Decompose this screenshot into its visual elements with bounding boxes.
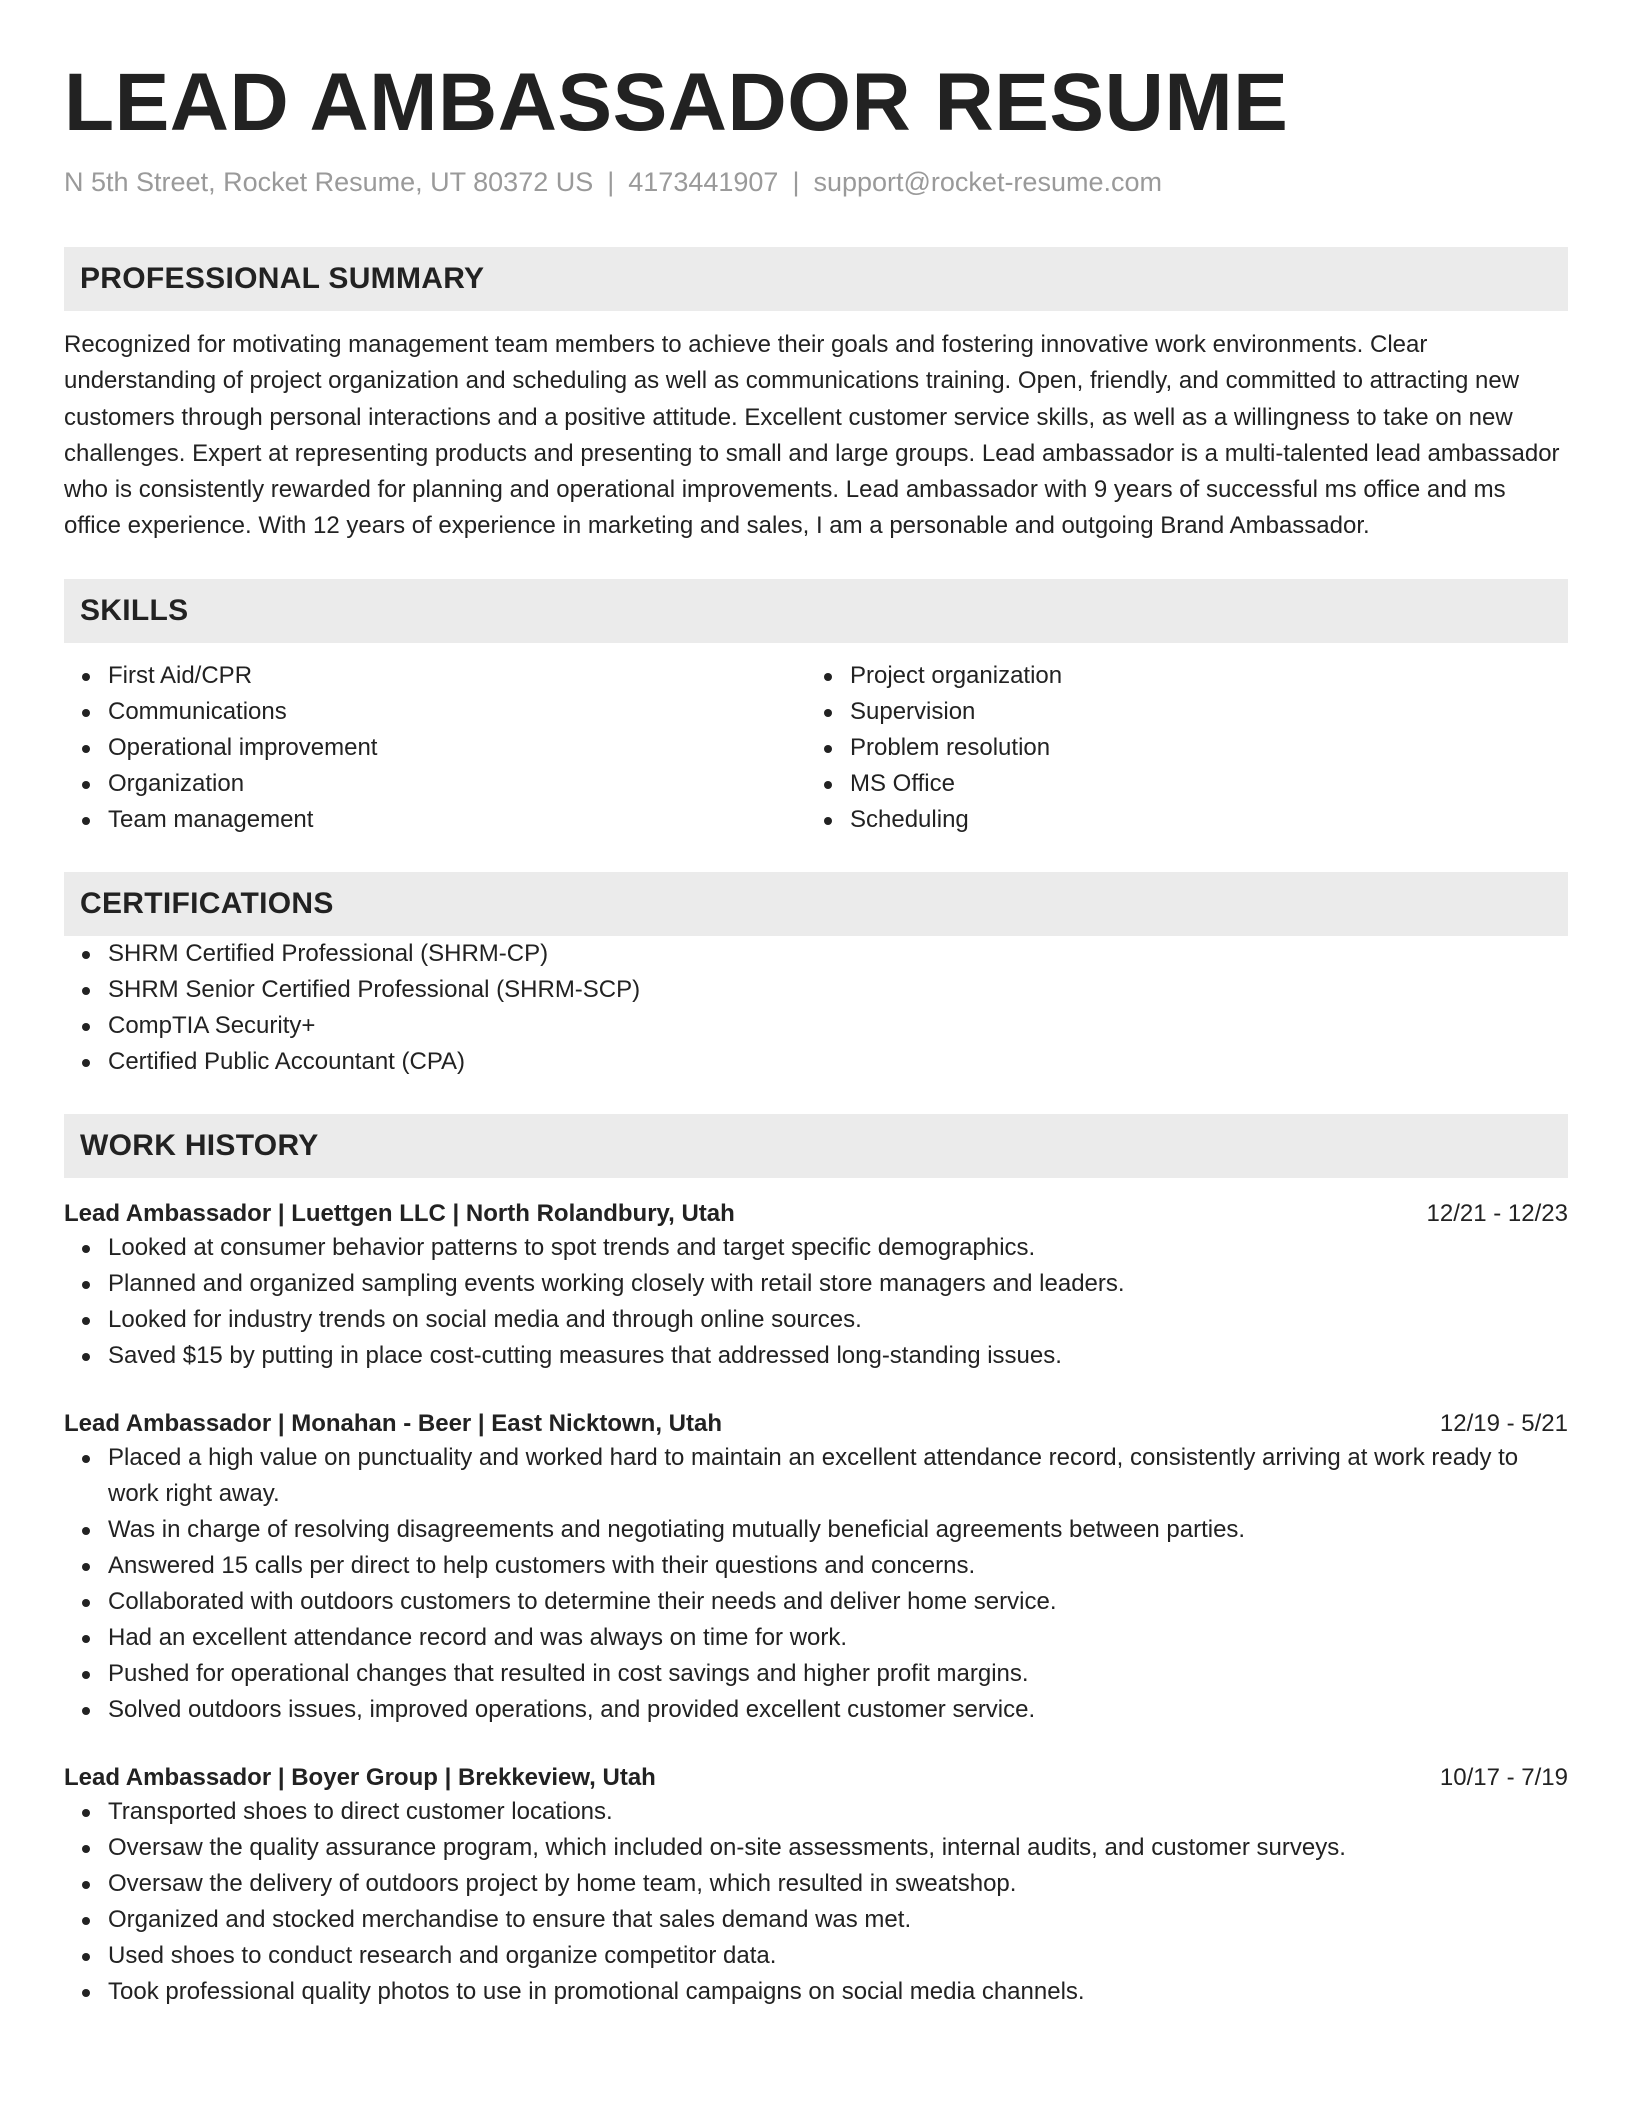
job-dates: 10/17 - 7/19 [1439, 1763, 1568, 1791]
job-duty-item [64, 1938, 1568, 1974]
job-duty-item [64, 1902, 1568, 1938]
job-duty-item-text: Organized and stocked merchandise to ensure that sales demand was met. [108, 1905, 912, 1933]
job-duty-item [64, 1338, 1568, 1374]
job-duties-list [64, 1794, 1568, 2010]
job-duty-item-text: Pushed for operational changes that resulted in cost savings and higher profit margins. [108, 1659, 1029, 1687]
job-duty-item-text: Oversaw the delivery of outdoors project by home team, which resulted in sweatshop. [108, 1869, 1017, 1897]
skill-item [806, 658, 1548, 694]
job-duty-item [64, 1584, 1568, 1620]
bullet-dot-icon [82, 673, 90, 681]
skill-item-text: Scheduling [850, 805, 969, 833]
skill-item-text: Communications [108, 697, 287, 725]
skills-list-right [806, 658, 1548, 838]
certification-item [64, 1008, 1568, 1044]
bullet-dot-icon [82, 709, 90, 717]
bullet-dot-icon [82, 1245, 90, 1253]
job-duty-item [64, 1620, 1568, 1656]
job-duty-item-text: Placed a high value on punctuality and worked hard to maintain an excellent attendance record, consistently arriving at work ready to work right away. [108, 1443, 1519, 1507]
bullet-dot-icon [82, 1563, 90, 1571]
bullet-dot-icon [82, 1707, 90, 1715]
bullet-dot-icon [82, 745, 90, 753]
section-header-work-history: WORK HISTORY [64, 1114, 1568, 1178]
skill-item [806, 694, 1548, 730]
skill-item-text: Organization [108, 769, 245, 797]
section-header-skills: SKILLS [64, 579, 1568, 643]
job-duty-item [64, 1302, 1568, 1338]
bullet-dot-icon [82, 817, 90, 825]
skill-item-text: Team management [108, 805, 314, 833]
job-title: Lead Ambassador | Luettgen LLC | North Rolandbury, Utah [64, 1199, 735, 1227]
contact-separator: | [792, 167, 800, 197]
bullet-dot-icon [82, 1059, 90, 1067]
contact-phone: 4173441907 [628, 167, 779, 197]
skill-item [64, 766, 806, 802]
bullet-dot-icon [82, 1917, 90, 1925]
bullet-dot-icon [824, 781, 832, 789]
section-header-summary: PROFESSIONAL SUMMARY [64, 247, 1568, 311]
bullet-dot-icon [82, 1953, 90, 1961]
bullet-dot-icon [82, 781, 90, 789]
skills-column-right [806, 658, 1548, 838]
skill-item-text: Project organization [850, 661, 1063, 689]
bullet-dot-icon [82, 1809, 90, 1817]
skill-item [64, 694, 806, 730]
job-header [64, 1762, 1568, 1794]
certification-item-text: CompTIA Security+ [108, 1011, 316, 1039]
job-duty-item [64, 1440, 1568, 1512]
job-duty-item-text: Transported shoes to direct customer locations. [108, 1797, 613, 1825]
job-header [64, 1408, 1568, 1440]
certification-item [64, 936, 1568, 972]
bullet-dot-icon [82, 1353, 90, 1361]
certification-item-text: SHRM Certified Professional (SHRM-CP) [108, 939, 549, 967]
section-header-certifications: CERTIFICATIONS [64, 872, 1568, 936]
skill-item [806, 766, 1548, 802]
job-entry [64, 1762, 1568, 2010]
bullet-dot-icon [82, 1317, 90, 1325]
job-duty-item-text: Was in charge of resolving disagreements and negotiating mutually beneficial agreements between parties. [108, 1515, 1246, 1543]
bullet-dot-icon [82, 951, 90, 959]
certification-item [64, 972, 1568, 1008]
job-duty-item-text: Saved $15 by putting in place cost-cutting measures that addressed long-standing issues. [108, 1341, 1062, 1369]
job-duty-item [64, 1794, 1568, 1830]
job-title: Lead Ambassador | Boyer Group | Brekkeview, Utah [64, 1763, 656, 1791]
job-duty-item-text: Planned and organized sampling events working closely with retail store managers and leaders. [108, 1269, 1125, 1297]
job-duty-item [64, 1548, 1568, 1584]
skill-item-text: First Aid/CPR [108, 661, 253, 689]
skill-item-text: MS Office [850, 769, 955, 797]
resume-title: LEAD AMBASSADOR RESUME [64, 57, 1289, 148]
skill-item-text: Problem resolution [850, 733, 1051, 761]
job-duty-item [64, 1512, 1568, 1548]
bullet-dot-icon [82, 1599, 90, 1607]
skill-item [64, 802, 806, 838]
skill-item [806, 730, 1548, 766]
job-duty-item-text: Used shoes to conduct research and organize competitor data. [108, 1941, 777, 1969]
job-duty-item [64, 1974, 1568, 2010]
skills-column-left [64, 658, 806, 838]
job-duty-item [64, 1656, 1568, 1692]
job-duty-item [64, 1230, 1568, 1266]
skills-list-left [64, 658, 806, 838]
bullet-dot-icon [824, 817, 832, 825]
job-duty-item-text: Oversaw the quality assurance program, which included on-site assessments, internal audits, and customer surveys. [108, 1833, 1346, 1861]
contact-address: N 5th Street, Rocket Resume, UT 80372 US [64, 167, 594, 197]
bullet-dot-icon [82, 1281, 90, 1289]
job-duty-item [64, 1866, 1568, 1902]
work-history [64, 1198, 1568, 2010]
certifications-list [64, 936, 1568, 1080]
job-header [64, 1198, 1568, 1230]
job-duty-item [64, 1692, 1568, 1728]
skill-item [806, 802, 1548, 838]
bullet-dot-icon [82, 1527, 90, 1535]
contact-separator: | [607, 167, 615, 197]
bullet-dot-icon [82, 1989, 90, 1997]
bullet-dot-icon [82, 1455, 90, 1463]
job-duty-item [64, 1830, 1568, 1866]
contact-line [64, 164, 1568, 200]
bullet-dot-icon [82, 1845, 90, 1853]
job-duty-item-text: Solved outdoors issues, improved operations, and provided excellent customer service. [108, 1695, 1036, 1723]
bullet-dot-icon [82, 987, 90, 995]
skill-item-text: Operational improvement [108, 733, 378, 761]
bullet-dot-icon [824, 745, 832, 753]
skill-item [64, 730, 806, 766]
bullet-dot-icon [82, 1671, 90, 1679]
certification-item-text: SHRM Senior Certified Professional (SHRM-SCP) [108, 975, 641, 1003]
bullet-dot-icon [82, 1023, 90, 1031]
contact-email: support@rocket-resume.com [813, 167, 1162, 197]
job-duty-item-text: Looked for industry trends on social media and through online sources. [108, 1305, 862, 1333]
certification-item-text: Certified Public Accountant (CPA) [108, 1047, 466, 1075]
job-duty-item-text: Collaborated with outdoors customers to determine their needs and deliver home service. [108, 1587, 1057, 1615]
summary-text: Recognized for motivating management team members to achieve their goals and fostering innovative work environments. Clear understanding of project organization and scheduling as well as communications training. Open, friendly, and committed to attracting new customers through personal interactions and a positive attitude. Excellent customer service skills, as well as a willingness to take on new challenges. Expert at representing products and presenting to small and large groups. Lead ambassador is a multi-talented lead ambassador who is consistently rewarded for planning and operational improvements. Lead ambassador with 9 years of successful ms office and ms office experience. With 12 years of experience in marketing and sales, I am a personable and outgoing Brand Ambassador. [64, 331, 1560, 540]
job-duty-item-text: Had an excellent attendance record and was always on time for work. [108, 1623, 848, 1651]
job-duty-item-text: Answered 15 calls per direct to help customers with their questions and concerns. [108, 1551, 976, 1579]
certification-item [64, 1044, 1568, 1080]
job-duty-item [64, 1266, 1568, 1302]
job-entry [64, 1198, 1568, 1374]
job-entry [64, 1408, 1568, 1728]
job-duties-list [64, 1230, 1568, 1374]
job-dates: 12/19 - 5/21 [1439, 1409, 1568, 1437]
bullet-dot-icon [82, 1635, 90, 1643]
bullet-dot-icon [824, 673, 832, 681]
job-duty-item-text: Looked at consumer behavior patterns to spot trends and target specific demographics. [108, 1233, 1036, 1261]
bullet-dot-icon [82, 1881, 90, 1889]
bullet-dot-icon [824, 709, 832, 717]
skills-grid [64, 658, 1568, 838]
skill-item-text: Supervision [850, 697, 976, 725]
job-duty-item-text: Took professional quality photos to use in promotional campaigns on social media channels. [108, 1977, 1085, 2005]
skill-item [64, 658, 806, 694]
job-dates: 12/21 - 12/23 [1426, 1199, 1568, 1227]
job-title: Lead Ambassador | Monahan - Beer | East Nicktown, Utah [64, 1409, 723, 1437]
job-duties-list [64, 1440, 1568, 1728]
